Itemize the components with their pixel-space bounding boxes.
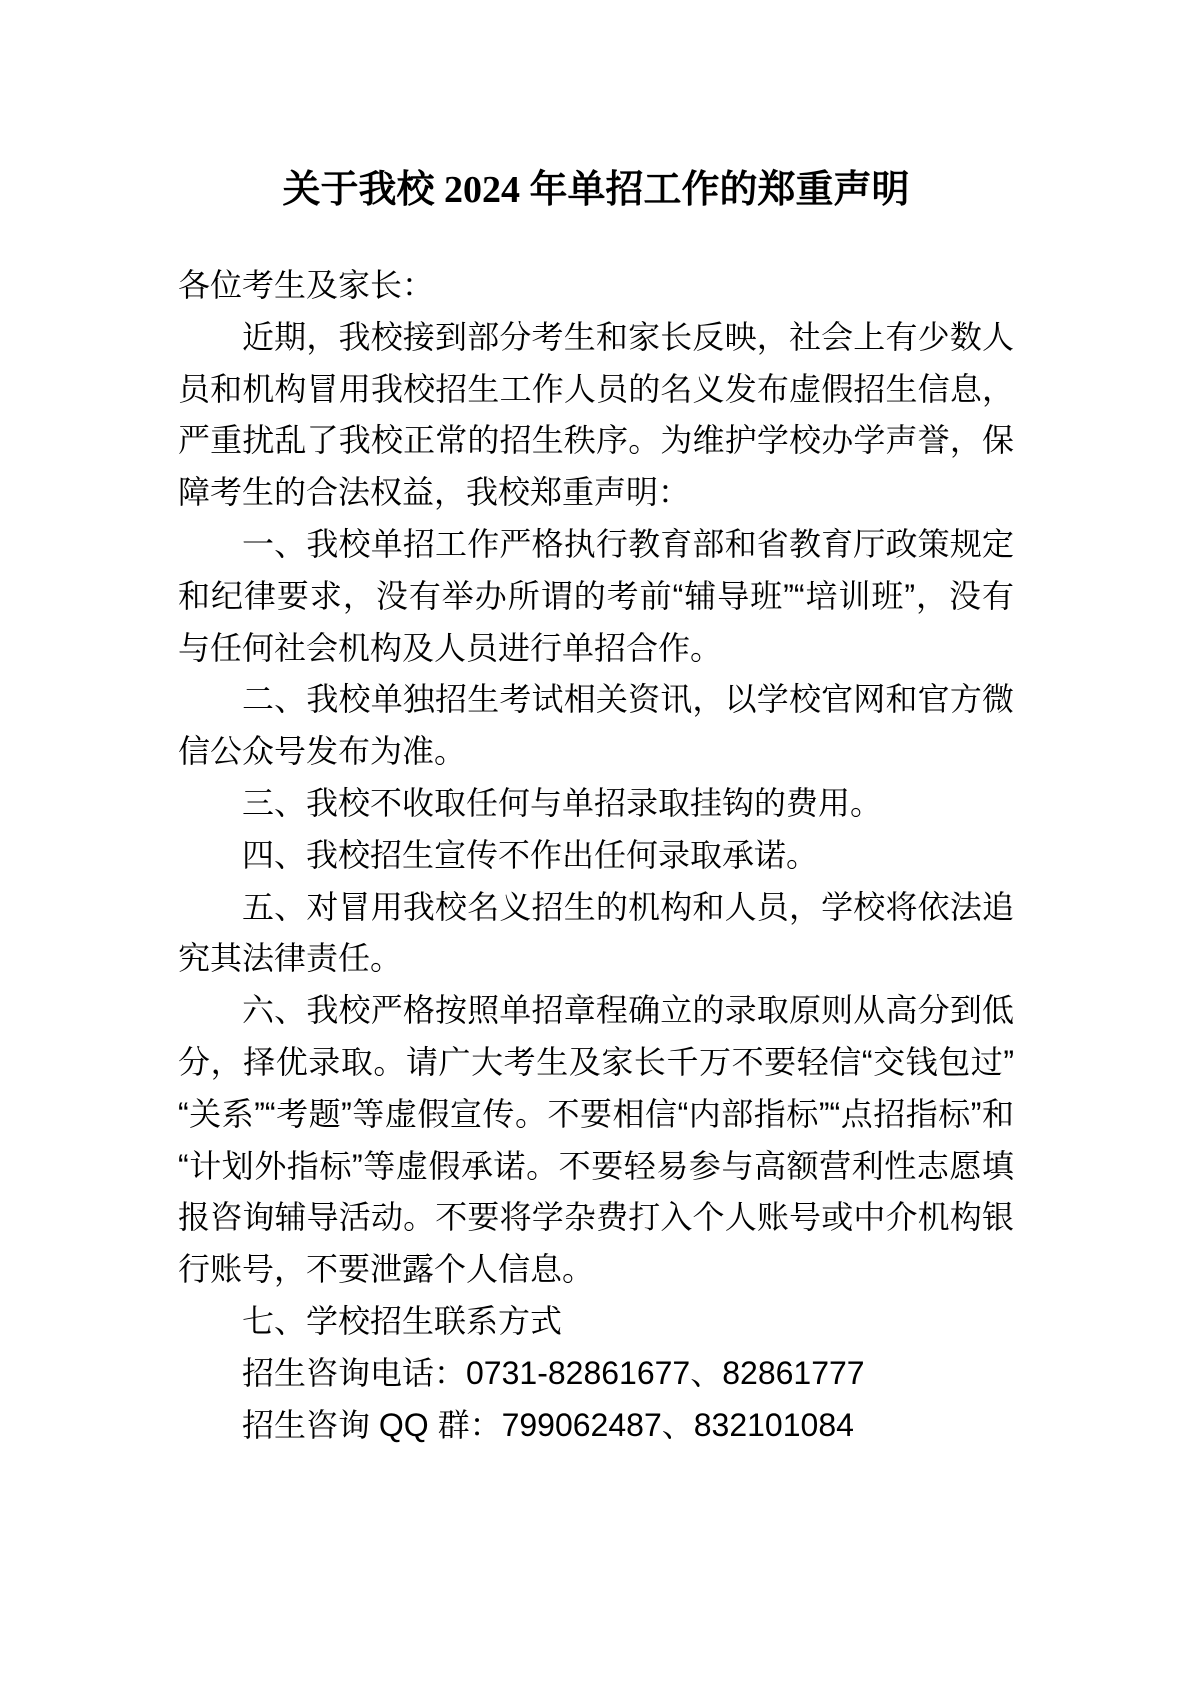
greeting-line: 各位考生及家长： (178, 267, 435, 303)
paragraph-item-4: 四、我校招生宣传不作出任何录取承诺。 (242, 836, 819, 873)
paragraph-intro: 近期，我校接到部分考生和家长反映，社会上有少数人员和机构冒用我校招生工作人员的名义发布虚假招生信息，严重扰乱了我校正常的招生秩序。为维护学校办学声誉，保障考生的合法权益，我校郑重声明： (178, 318, 1014, 511)
paragraph-item-6: 六、我校严格按照单招章程确立的录取原则从高分到低分，择优录取。请广大考生及家长千万不要轻信“交钱包过”“关系”“考题”等虚假宣传。不要相信“内部指标”“点招指标”和“计划外指标”等虚假承诺。不要轻易参与高额营利性志愿填报咨询辅导活动。不要将学杂费打入个人账号或中介机构银行账号，不要泄露个人信息。 (178, 992, 1014, 1288)
paragraph-item-5: 五、对冒用我校名义招生的机构和人员，学校将依法追究其法律责任。 (178, 888, 1014, 977)
document-title: 关于我校 2024 年单招工作的郑重声明 (282, 169, 910, 211)
document-content (178, 158, 1014, 1451)
paragraph-item-1: 一、我校单招工作严格执行教育部和省教育厅政策规定和纪律要求，没有举办所谓的考前“辅导班”“培训班”，没有与任何社会机构及人员进行单招合作。 (178, 525, 1014, 666)
contact-phone-line: 招生咨询电话：0731-82861677、82861777 (242, 1354, 865, 1391)
paragraph-item-2: 二、我校单独招生考试相关资讯，以学校官网和官方微信公众号发布为准。 (178, 681, 1014, 770)
paragraph-item-7: 七、学校招生联系方式 (242, 1302, 563, 1339)
contact-qq-line: 招生咨询 QQ 群：799062487、832101084 (242, 1406, 854, 1443)
paragraph-item-3: 三、我校不收取任何与单招录取挂钩的费用。 (242, 784, 883, 821)
